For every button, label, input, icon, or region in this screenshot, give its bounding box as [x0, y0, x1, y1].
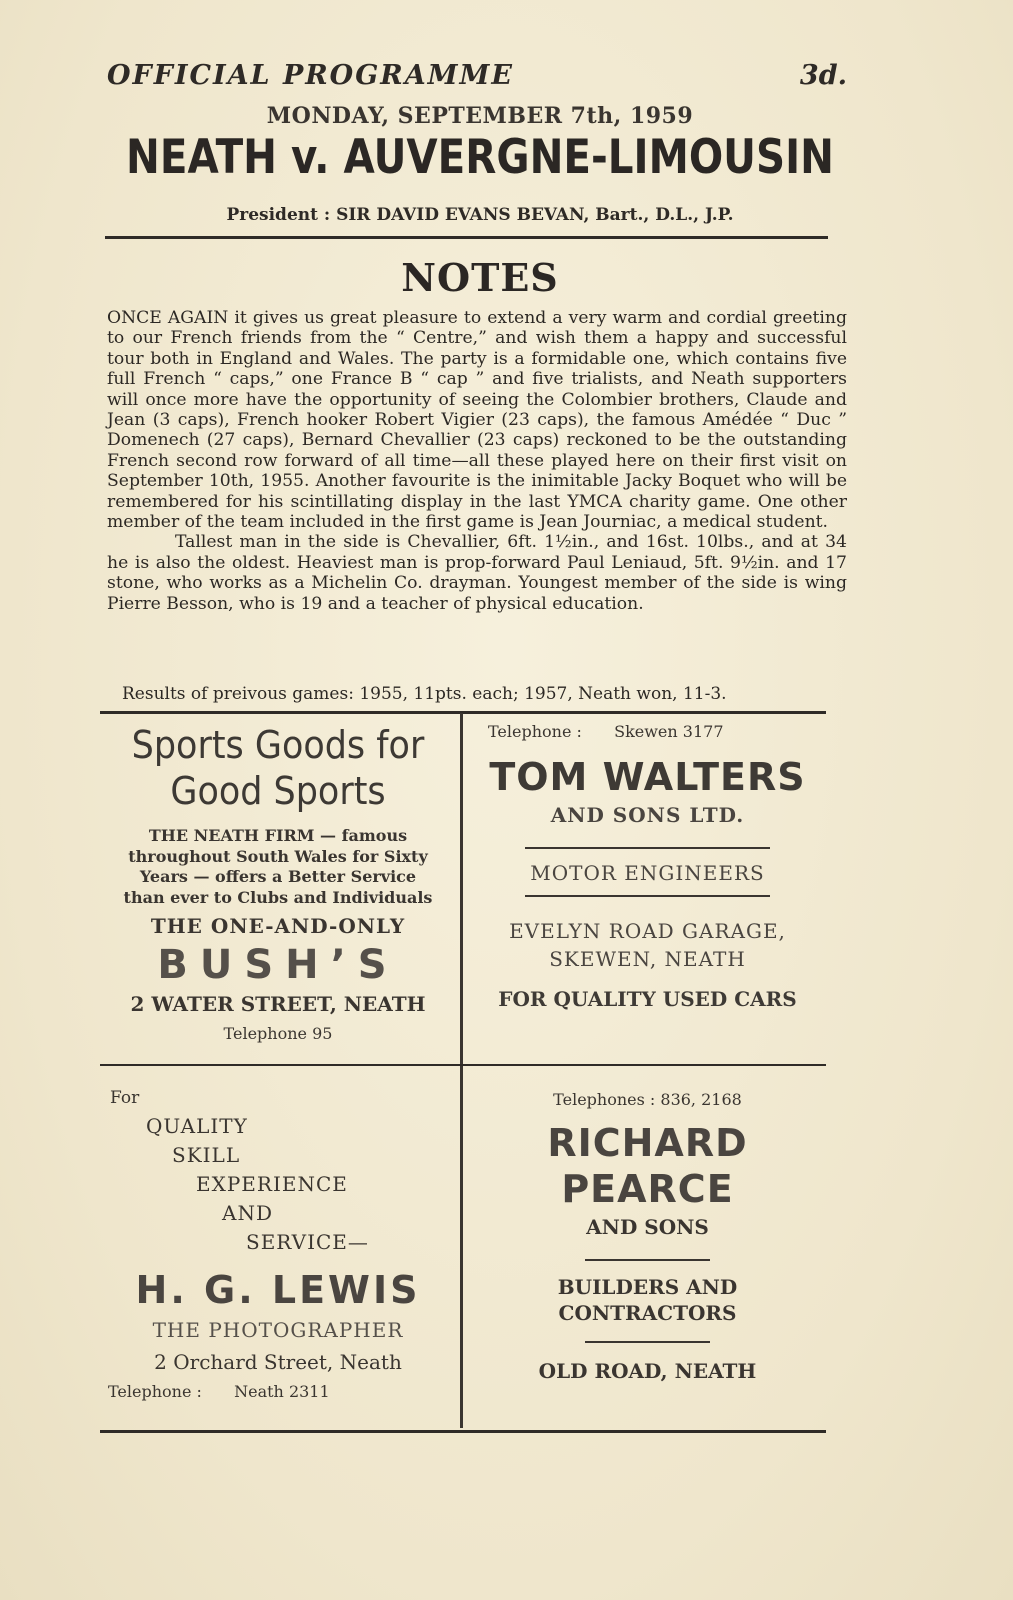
programme-header — [107, 60, 847, 100]
ad-tom-walters-address-2: SKEWEN, NEATH — [549, 947, 746, 971]
ad-richard-pearce-subname: AND SONS — [586, 1215, 709, 1239]
ad-richard-pearce-divider-1 — [585, 1259, 710, 1261]
previous-results: Results of preivous games: 1955, 11pts. each; 1957, Neath won, 11-3. — [122, 684, 727, 704]
ad-tom-walters-divider-2 — [525, 895, 770, 897]
ad-bushs — [100, 722, 456, 1043]
ad-hg-lewis-line-5: SERVICE— — [246, 1230, 369, 1254]
ad-tom-walters-name: TOM WALTERS — [489, 755, 806, 799]
ad-tom-walters-address-1: EVELYN ROAD GARAGE, — [509, 919, 786, 943]
ad-tom-walters-telephone-label: Telephone : — [488, 722, 582, 741]
ad-bushs-headline-1: Sports Goods for — [131, 723, 425, 767]
ad-richard-pearce-address: OLD ROAD, NEATH — [538, 1359, 757, 1383]
ad-richard-pearce-telephone: Telephones : 836, 2168 — [553, 1090, 742, 1109]
ad-bushs-body-4: than ever to Clubs and Individuals — [123, 887, 433, 907]
notes-heading: NOTES — [401, 255, 559, 300]
ad-hg-lewis-trade: THE PHOTOGRAPHER — [152, 1318, 404, 1342]
ad-tom-walters-subname: AND SONS LTD. — [550, 803, 745, 827]
ad-hg-lewis-telephone-label: Telephone : — [108, 1382, 202, 1401]
ad-tom-walters-tagline: FOR QUALITY USED CARS — [498, 987, 797, 1011]
ad-bushs-headline-2: Good Sports — [170, 769, 386, 813]
ad-bushs-name: BUSH’S — [157, 942, 399, 988]
ads-middle-rule — [100, 1064, 826, 1066]
ad-tom-walters-phone-line — [470, 722, 825, 741]
ad-richard-pearce-trade-1: BUILDERS AND — [557, 1275, 738, 1299]
ad-tom-walters-telephone-value: Skewen 3177 — [614, 722, 724, 741]
match-title: NEATH v. AUVERGNE-LIMOUSIN — [126, 130, 834, 185]
ad-hg-lewis-line-1: QUALITY — [146, 1114, 248, 1138]
ad-hg-lewis-line-3: EXPERIENCE — [196, 1172, 348, 1196]
header-rule — [105, 236, 828, 239]
ad-richard-pearce-name-2: PEARCE — [561, 1167, 734, 1211]
ad-hg-lewis-line-2: SKILL — [172, 1143, 241, 1167]
programme-price: 3d. — [799, 60, 847, 91]
ad-richard-pearce-name-1: RICHARD — [547, 1121, 748, 1165]
ad-bushs-body-2: throughout South Wales for Sixty — [128, 846, 428, 866]
ad-bushs-body-3: Years — offers a Better Service — [139, 867, 417, 886]
ad-hg-lewis — [100, 1088, 456, 1401]
ad-richard-pearce — [470, 1090, 825, 1383]
notes-body — [107, 308, 847, 614]
ad-tom-walters-trade: MOTOR ENGINEERS — [530, 861, 765, 885]
ad-hg-lewis-address: 2 Orchard Street, Neath — [154, 1350, 402, 1374]
ad-bushs-address: 2 WATER STREET, NEATH — [130, 992, 426, 1016]
ad-hg-lewis-telephone-value: Neath 2311 — [234, 1382, 330, 1401]
ad-hg-lewis-phone-line — [100, 1382, 456, 1401]
ad-tom-walters-divider-1 — [525, 847, 770, 849]
programme-title: OFFICIAL PROGRAMME — [107, 60, 514, 91]
ad-hg-lewis-name: H. G. LEWIS — [135, 1268, 421, 1312]
match-date: MONDAY, SEPTEMBER 7th, 1959 — [266, 103, 694, 129]
ads-vertical-rule — [460, 713, 463, 1428]
ad-richard-pearce-trade-2: CONTRACTORS — [558, 1301, 737, 1325]
ad-hg-lewis-intro: For — [110, 1088, 140, 1108]
notes-paragraph-1: ONCE AGAIN it gives us great pleasure to extend a very warm and cordial greeting to our French friends from the “ Centre,” and wish them a happy and successful tour both in England and Wales. The party is a formidable one, which contains five full French “ caps,” one France B “ cap ” and five trialists, and Neath supporters will once more have the opportunity of seeing the Colombier brothers, Claude and Jean (3 caps), French hooker Robert Vigier (23 caps), the famous Amédée “ Duc ” Domenech (27 caps), Bernard Chevallier (23 caps) reckoned to be the outstanding French second row forward of all time—all these played here on their first visit on September 10th, 1955. Another favourite is the inimitable Jacky Boquet who will be remembered for his scintillating display in the last YMCA charity game. One other member of the team included in the first game is Jean Journiac, a medical student. — [107, 308, 847, 533]
ad-richard-pearce-divider-2 — [585, 1341, 710, 1343]
ad-bushs-telephone: Telephone 95 — [223, 1024, 333, 1043]
ad-tom-walters — [470, 722, 825, 1011]
ad-bushs-tagline: THE ONE-AND-ONLY — [150, 914, 406, 938]
club-president: President : SIR DAVID EVANS BEVAN, Bart., D.L., J.P. — [226, 205, 734, 225]
ads-bottom-rule — [100, 1430, 826, 1433]
notes-paragraph-2: Tallest man in the side is Chevallier, 6ft. 1½in., and 16st. 10lbs., and at 34 he is also the oldest. Heaviest man is prop-forward Paul Leniaud, 5ft. 9½in. and 17 stone, who works as a Michelin Co. drayman. Youngest member of the side is wing Pierre Besson, who is 19 and a teacher of physical education. — [107, 532, 847, 614]
ad-bushs-body-1: THE NEATH FIRM — famous — [148, 826, 408, 845]
ads-top-rule — [100, 711, 826, 714]
ad-hg-lewis-line-4: AND — [222, 1201, 273, 1225]
